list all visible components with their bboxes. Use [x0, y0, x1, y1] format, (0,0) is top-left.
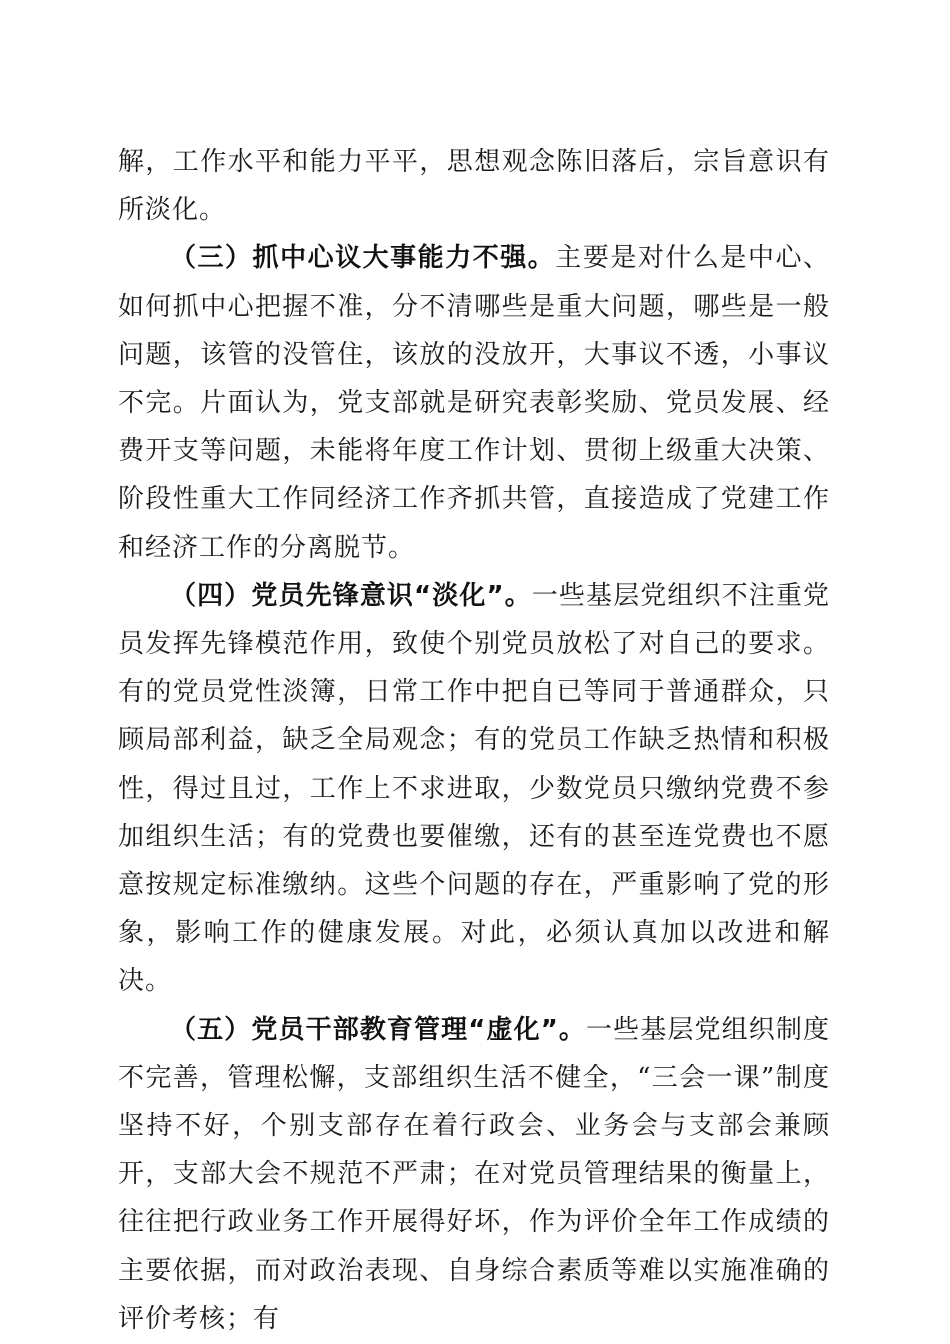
- paragraph-text: 一些基层党组织不注重党员发挥先锋模范作用，致使个别党员放松了对自己的要求。有的党员党性淡簿，日常工作中把自已等同于普通群众，只顾局部利益，缺乏全局观念；有的党员工作缺乏热情和积极性，得过且过，工作上不求进取，少数党员只缴纳党费不参加组织生活；有的党费也要催缴，还有的甚至连党费也不愿意按规定标准缴纳。这些个问题的存在，严重影响了党的形象，影响工作的健康发展。对此，必须认真加以改进和解决。: [118, 580, 830, 997]
- section-heading: （三）抓中心议大事能力不强。: [170, 243, 556, 274]
- paragraph-continuation: [118, 138, 830, 234]
- paragraph-section-5: [118, 1006, 830, 1343]
- paragraph-section-4: [118, 572, 830, 1006]
- paragraph-text: 一些基层党组织制度不完善，管理松懈，支部组织生活不健全，“三会一课”制度坚持不好，个别支部存在着行政会、业务会与支部会兼顾开，支部大会不规范不严肃；在对党员管理结果的衡量上，往往把行政业务工作开展得好坏，作为评价全年工作成绩的主要依据，而对政治表现、自身综合素质等难以实施准确的评价考核；有: [118, 1014, 830, 1334]
- section-heading: （四）党员先锋意识“淡化”。: [170, 580, 532, 611]
- paragraph-text: 主要是对什么是中心、如何抓中心把握不准，分不清哪些是重大问题，哪些是一般问题，该管的没管住，该放的没放开，大事议不透，小事议不完。片面认为，党支部就是研究表彰奖励、党员发展、经费开支等问题，未能将年度工作计划、贯彻上级重大决策、阶段性重大工作同经济工作齐抓共管，直接造成了党建工作和经济工作的分离脱节。: [118, 243, 830, 563]
- paragraph-section-3: [118, 234, 830, 571]
- document-body: [118, 138, 830, 1343]
- section-heading: （五）党员干部教育管理“虚化”。: [170, 1014, 587, 1045]
- paragraph-text: 解，工作水平和能力平平，思想观念陈旧落后，宗旨意识有所淡化。: [118, 147, 830, 226]
